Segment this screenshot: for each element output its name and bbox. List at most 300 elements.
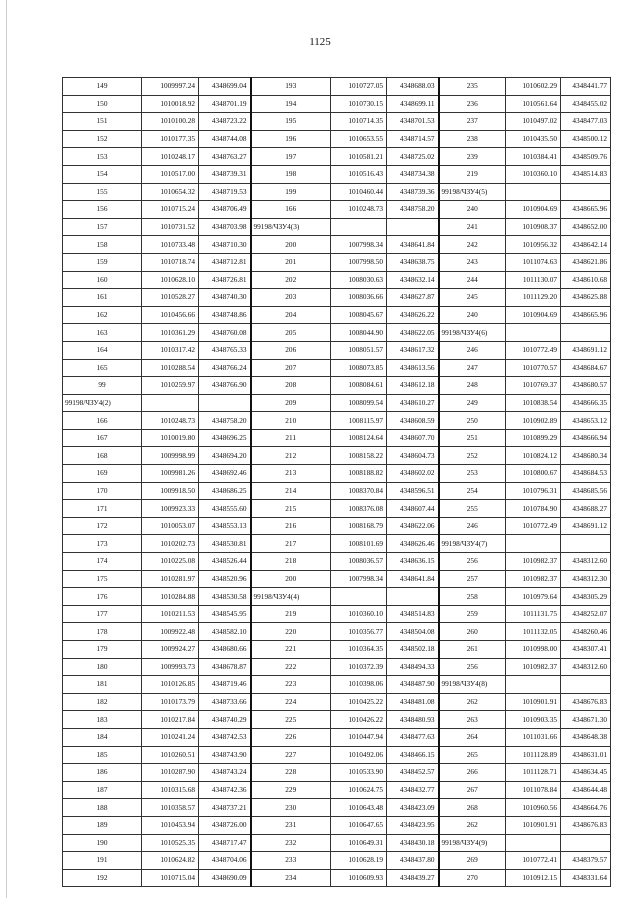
point-number-cell: 169: [63, 465, 142, 483]
point-number-cell: 158: [63, 236, 142, 254]
y-coordinate-cell: 4348622.05: [387, 324, 439, 342]
x-coordinate-cell: [506, 676, 561, 694]
point-number-cell: 159: [63, 253, 142, 271]
x-coordinate-cell: 1010288.54: [142, 359, 199, 377]
point-number-cell: 267: [439, 781, 506, 799]
y-coordinate-cell: 4348706.49: [199, 201, 251, 219]
x-coordinate-cell: 1011128.89: [506, 746, 561, 764]
x-coordinate-cell: 1010315.68: [142, 781, 199, 799]
table-row: [63, 341, 611, 359]
table-row: [63, 781, 611, 799]
point-number-cell: 224: [251, 693, 331, 711]
y-coordinate-cell: 4348743.90: [199, 746, 251, 764]
x-coordinate-cell: 1010358.57: [142, 799, 199, 817]
x-coordinate-cell: 1010715.24: [142, 201, 199, 219]
x-coordinate-cell: 1010733.48: [142, 236, 199, 254]
y-coordinate-cell: 4348691.12: [561, 341, 611, 359]
point-number-cell: 198: [251, 165, 331, 183]
y-coordinate-cell: 4348582.10: [199, 623, 251, 641]
y-coordinate-cell: 4348545.95: [199, 605, 251, 623]
table-row: [63, 218, 611, 236]
y-coordinate-cell: 4348509.76: [561, 148, 611, 166]
y-coordinate-cell: 4348680.34: [561, 447, 611, 465]
y-coordinate-cell: 4348703.98: [199, 218, 251, 236]
x-coordinate-cell: 1008168.79: [331, 517, 387, 535]
y-coordinate-cell: 4348748.86: [199, 306, 251, 324]
y-coordinate-cell: [561, 183, 611, 201]
point-number-cell: 171: [63, 500, 142, 518]
x-coordinate-cell: 1010643.48: [331, 799, 387, 817]
x-coordinate-cell: 1010384.41: [506, 148, 561, 166]
y-coordinate-cell: 4348260.46: [561, 623, 611, 641]
point-number-cell: 270: [439, 869, 506, 887]
y-coordinate-cell: 4348684.67: [561, 359, 611, 377]
y-coordinate-cell: 4348688.27: [561, 500, 611, 518]
y-coordinate-cell: 4348530.58: [199, 588, 251, 606]
x-coordinate-cell: 1010998.00: [506, 641, 561, 659]
point-number-cell: 200: [251, 570, 331, 588]
x-coordinate-cell: 1008115.97: [331, 412, 387, 430]
x-coordinate-cell: 1010173.79: [142, 693, 199, 711]
x-coordinate-cell: 1010497.02: [506, 113, 561, 131]
y-coordinate-cell: 4348766.24: [199, 359, 251, 377]
y-coordinate-cell: 4348607.44: [387, 500, 439, 518]
y-coordinate-cell: 4348726.00: [199, 816, 251, 834]
point-number-cell: 182: [63, 693, 142, 711]
x-coordinate-cell: 1010456.66: [142, 306, 199, 324]
point-number-cell: 225: [251, 711, 331, 729]
table-row: [63, 359, 611, 377]
table-row: [63, 852, 611, 870]
y-coordinate-cell: 4348638.75: [387, 253, 439, 271]
table-row: [63, 869, 611, 887]
x-coordinate-cell: 1008036.57: [331, 553, 387, 571]
point-number-cell: 166: [63, 412, 142, 430]
x-coordinate-cell: 1010528.27: [142, 289, 199, 307]
y-coordinate-cell: 4348742.53: [199, 728, 251, 746]
x-coordinate-cell: 1010460.44: [331, 183, 387, 201]
point-number-cell: 188: [63, 799, 142, 817]
point-number-cell: 240: [439, 201, 506, 219]
x-coordinate-cell: 1010899.29: [506, 429, 561, 447]
point-number-cell: 242: [439, 236, 506, 254]
point-number-cell: 265: [439, 746, 506, 764]
y-coordinate-cell: 4348487.90: [387, 676, 439, 694]
table-row: [63, 746, 611, 764]
table-row: [63, 465, 611, 483]
y-coordinate-cell: 4348626.22: [387, 306, 439, 324]
x-coordinate-cell: 1010904.69: [506, 201, 561, 219]
point-number-cell: 231: [251, 816, 331, 834]
x-coordinate-cell: 1011074.63: [506, 253, 561, 271]
y-coordinate-cell: 4348379.57: [561, 852, 611, 870]
y-coordinate-cell: 4348719.53: [199, 183, 251, 201]
point-number-cell: 226: [251, 728, 331, 746]
point-number-cell: 245: [439, 289, 506, 307]
x-coordinate-cell: 1007998.34: [331, 570, 387, 588]
x-coordinate-cell: 1010259.97: [142, 377, 199, 395]
x-coordinate-cell: 1010731.52: [142, 218, 199, 236]
point-number-cell: 157: [63, 218, 142, 236]
table-row: [63, 500, 611, 518]
x-coordinate-cell: 1010960.56: [506, 799, 561, 817]
x-coordinate-cell: 1010901.91: [506, 816, 561, 834]
x-coordinate-cell: 1010901.91: [506, 693, 561, 711]
y-coordinate-cell: 4348626.46: [387, 535, 439, 553]
point-number-cell: 173: [63, 535, 142, 553]
point-number-cell: 211: [251, 429, 331, 447]
point-number-cell: 240: [439, 306, 506, 324]
point-number-cell: 220: [251, 623, 331, 641]
point-number-cell: 262: [439, 816, 506, 834]
x-coordinate-cell: 1010100.28: [142, 113, 199, 131]
y-coordinate-cell: 4348494.33: [387, 658, 439, 676]
point-number-cell: 172: [63, 517, 142, 535]
y-coordinate-cell: 4348307.41: [561, 641, 611, 659]
point-number-cell: 223: [251, 676, 331, 694]
x-coordinate-cell: 1010727.05: [331, 78, 387, 96]
y-coordinate-cell: 4348641.84: [387, 570, 439, 588]
y-coordinate-cell: 4348758.20: [387, 201, 439, 219]
table-row: [63, 183, 611, 201]
y-coordinate-cell: 4348744.08: [199, 130, 251, 148]
table-row: [63, 148, 611, 166]
y-coordinate-cell: 4348694.20: [199, 447, 251, 465]
x-coordinate-cell: 1008188.82: [331, 465, 387, 483]
table-row: [63, 447, 611, 465]
x-coordinate-cell: 1010628.19: [331, 852, 387, 870]
y-coordinate-cell: 4348733.66: [199, 693, 251, 711]
table-row: [63, 201, 611, 219]
x-coordinate-cell: 1010287.90: [142, 764, 199, 782]
x-coordinate-cell: 1010903.35: [506, 711, 561, 729]
y-coordinate-cell: 4348607.70: [387, 429, 439, 447]
y-coordinate-cell: 4348652.00: [561, 218, 611, 236]
section-label-cell: 99198/ЧЗУ4(5): [439, 183, 506, 201]
point-number-cell: 266: [439, 764, 506, 782]
point-number-cell: 206: [251, 341, 331, 359]
x-coordinate-cell: [142, 394, 199, 412]
x-coordinate-cell: 1010356.77: [331, 623, 387, 641]
x-coordinate-cell: 1010979.64: [506, 588, 561, 606]
y-coordinate-cell: 4348625.88: [561, 289, 611, 307]
y-coordinate-cell: 4348696.25: [199, 429, 251, 447]
x-coordinate-cell: 1009922.48: [142, 623, 199, 641]
point-number-cell: 219: [439, 165, 506, 183]
y-coordinate-cell: 4348701.53: [387, 113, 439, 131]
y-coordinate-cell: 4348641.84: [387, 236, 439, 254]
y-coordinate-cell: 4348739.31: [199, 165, 251, 183]
point-number-cell: 243: [439, 253, 506, 271]
point-number-cell: 214: [251, 482, 331, 500]
x-coordinate-cell: 1009924.27: [142, 641, 199, 659]
point-number-cell: 205: [251, 324, 331, 342]
y-coordinate-cell: 4348602.02: [387, 465, 439, 483]
x-coordinate-cell: [506, 324, 561, 342]
table-row: [63, 236, 611, 254]
y-coordinate-cell: 4348621.86: [561, 253, 611, 271]
x-coordinate-cell: 1008101.69: [331, 535, 387, 553]
point-number-cell: 190: [63, 834, 142, 852]
point-number-cell: 150: [63, 95, 142, 113]
y-coordinate-cell: 4348710.30: [199, 236, 251, 254]
x-coordinate-cell: 1010647.65: [331, 816, 387, 834]
y-coordinate-cell: 4348612.18: [387, 377, 439, 395]
point-number-cell: 168: [63, 447, 142, 465]
y-coordinate-cell: 4348430.18: [387, 834, 439, 852]
x-coordinate-cell: 1010177.35: [142, 130, 199, 148]
point-number-cell: 154: [63, 165, 142, 183]
section-label-cell: 99198/ЧЗУ4(9): [439, 834, 506, 852]
section-label-cell: 99198/ЧЗУ4(3): [251, 218, 331, 236]
y-coordinate-cell: [387, 218, 439, 236]
y-coordinate-cell: 4348530.81: [199, 535, 251, 553]
y-coordinate-cell: 4348423.09: [387, 799, 439, 817]
x-coordinate-cell: 1010225.08: [142, 553, 199, 571]
point-number-cell: 189: [63, 816, 142, 834]
point-number-cell: 222: [251, 658, 331, 676]
point-number-cell: 191: [63, 852, 142, 870]
point-number-cell: 233: [251, 852, 331, 870]
x-coordinate-cell: 1010361.29: [142, 324, 199, 342]
x-coordinate-cell: 1010772.49: [506, 517, 561, 535]
point-number-cell: 178: [63, 623, 142, 641]
point-number-cell: 229: [251, 781, 331, 799]
table-row: [63, 834, 611, 852]
section-label-cell: 99198/ЧЗУ4(6): [439, 324, 506, 342]
x-coordinate-cell: 1010398.06: [331, 676, 387, 694]
x-coordinate-cell: 1010317.42: [142, 341, 199, 359]
point-number-cell: 185: [63, 746, 142, 764]
x-coordinate-cell: 1010824.12: [506, 447, 561, 465]
point-number-cell: 232: [251, 834, 331, 852]
y-coordinate-cell: 4348604.73: [387, 447, 439, 465]
x-coordinate-cell: 1011128.71: [506, 764, 561, 782]
point-number-cell: 248: [439, 377, 506, 395]
y-coordinate-cell: 4348610.27: [387, 394, 439, 412]
x-coordinate-cell: 1010982.37: [506, 570, 561, 588]
point-number-cell: 175: [63, 570, 142, 588]
x-coordinate-cell: 1010435.50: [506, 130, 561, 148]
table-row: [63, 693, 611, 711]
x-coordinate-cell: 1008370.84: [331, 482, 387, 500]
point-number-cell: 262: [439, 693, 506, 711]
table-row: [63, 799, 611, 817]
x-coordinate-cell: 1011031.66: [506, 728, 561, 746]
y-coordinate-cell: 4348312.60: [561, 553, 611, 571]
table-row: [63, 78, 611, 96]
point-number-cell: 155: [63, 183, 142, 201]
x-coordinate-cell: 1008051.57: [331, 341, 387, 359]
y-coordinate-cell: 4348452.57: [387, 764, 439, 782]
y-coordinate-cell: 4348740.30: [199, 289, 251, 307]
point-number-cell: 174: [63, 553, 142, 571]
y-coordinate-cell: 4348699.11: [387, 95, 439, 113]
table-row: [63, 553, 611, 571]
y-coordinate-cell: 4348684.53: [561, 465, 611, 483]
x-coordinate-cell: 1008376.08: [331, 500, 387, 518]
table-row: [63, 711, 611, 729]
table-row: [63, 95, 611, 113]
point-number-cell: 165: [63, 359, 142, 377]
y-coordinate-cell: 4348644.48: [561, 781, 611, 799]
x-coordinate-cell: 1008044.90: [331, 324, 387, 342]
point-number-cell: 258: [439, 588, 506, 606]
point-number-cell: 195: [251, 113, 331, 131]
point-number-cell: 216: [251, 517, 331, 535]
x-coordinate-cell: 1008158.22: [331, 447, 387, 465]
y-coordinate-cell: 4348739.36: [387, 183, 439, 201]
x-coordinate-cell: 1010447.94: [331, 728, 387, 746]
y-coordinate-cell: 4348666.35: [561, 394, 611, 412]
point-number-cell: 254: [439, 482, 506, 500]
x-coordinate-cell: 1008036.66: [331, 289, 387, 307]
x-coordinate-cell: 1008099.54: [331, 394, 387, 412]
point-number-cell: 177: [63, 605, 142, 623]
x-coordinate-cell: 1010217.84: [142, 711, 199, 729]
x-coordinate-cell: 1010581.21: [331, 148, 387, 166]
y-coordinate-cell: 4348305.29: [561, 588, 611, 606]
point-number-cell: 237: [439, 113, 506, 131]
x-coordinate-cell: 1010202.73: [142, 535, 199, 553]
x-coordinate-cell: 1010912.15: [506, 869, 561, 887]
y-coordinate-cell: 4348734.38: [387, 165, 439, 183]
x-coordinate-cell: [506, 535, 561, 553]
x-coordinate-cell: 1009923.33: [142, 500, 199, 518]
point-number-cell: 219: [251, 605, 331, 623]
table-row: [63, 588, 611, 606]
y-coordinate-cell: 4348312.30: [561, 570, 611, 588]
y-coordinate-cell: 4348608.59: [387, 412, 439, 430]
x-coordinate-cell: 1010715.04: [142, 869, 199, 887]
x-coordinate-cell: 1010561.64: [506, 95, 561, 113]
point-number-cell: 263: [439, 711, 506, 729]
y-coordinate-cell: 4348481.08: [387, 693, 439, 711]
y-coordinate-cell: 4348648.38: [561, 728, 611, 746]
y-coordinate-cell: 4348758.20: [199, 412, 251, 430]
y-coordinate-cell: [561, 324, 611, 342]
x-coordinate-cell: 1010982.37: [506, 658, 561, 676]
table-row: [63, 816, 611, 834]
point-number-cell: 192: [63, 869, 142, 887]
point-number-cell: 215: [251, 500, 331, 518]
point-number-cell: 152: [63, 130, 142, 148]
point-number-cell: 238: [439, 130, 506, 148]
x-coordinate-cell: 1010796.31: [506, 482, 561, 500]
x-coordinate-cell: 1010718.74: [142, 253, 199, 271]
y-coordinate-cell: 4348634.45: [561, 764, 611, 782]
point-number-cell: 187: [63, 781, 142, 799]
point-number-cell: 161: [63, 289, 142, 307]
x-coordinate-cell: 1010248.17: [142, 148, 199, 166]
x-coordinate-cell: 1008084.61: [331, 377, 387, 395]
x-coordinate-cell: [506, 183, 561, 201]
y-coordinate-cell: 4348252.07: [561, 605, 611, 623]
point-number-cell: 218: [251, 553, 331, 571]
table-row: [63, 394, 611, 412]
y-coordinate-cell: 4348719.46: [199, 676, 251, 694]
x-coordinate-cell: 1010772.41: [506, 852, 561, 870]
y-coordinate-cell: 4348622.06: [387, 517, 439, 535]
table-row: [63, 764, 611, 782]
y-coordinate-cell: 4348742.36: [199, 781, 251, 799]
point-number-cell: 207: [251, 359, 331, 377]
y-coordinate-cell: [387, 588, 439, 606]
y-coordinate-cell: 4348553.13: [199, 517, 251, 535]
x-coordinate-cell: 1010730.15: [331, 95, 387, 113]
x-coordinate-cell: 1010770.57: [506, 359, 561, 377]
point-number-cell: 196: [251, 130, 331, 148]
table-row: [63, 517, 611, 535]
point-number-cell: 199: [251, 183, 331, 201]
y-coordinate-cell: 4348617.32: [387, 341, 439, 359]
point-number-cell: 212: [251, 447, 331, 465]
point-number-cell: 257: [439, 570, 506, 588]
section-label-cell: 99198/ЧЗУ4(4): [251, 588, 331, 606]
x-coordinate-cell: 1010904.69: [506, 306, 561, 324]
y-coordinate-cell: 4348699.04: [199, 78, 251, 96]
y-coordinate-cell: 4348500.12: [561, 130, 611, 148]
table-row: [63, 535, 611, 553]
x-coordinate-cell: 1008124.64: [331, 429, 387, 447]
point-number-cell: 246: [439, 517, 506, 535]
point-number-cell: 151: [63, 113, 142, 131]
x-coordinate-cell: 1010360.10: [506, 165, 561, 183]
point-number-cell: 167: [63, 429, 142, 447]
y-coordinate-cell: 4348477.63: [387, 728, 439, 746]
point-number-cell: 153: [63, 148, 142, 166]
x-coordinate-cell: 1010126.85: [142, 676, 199, 694]
y-coordinate-cell: 4348514.83: [387, 605, 439, 623]
table-row: [63, 324, 611, 342]
table-row: [63, 728, 611, 746]
x-coordinate-cell: 1008030.63: [331, 271, 387, 289]
point-number-cell: 179: [63, 641, 142, 659]
point-number-cell: 209: [251, 394, 331, 412]
x-coordinate-cell: 1011129.20: [506, 289, 561, 307]
x-coordinate-cell: 1011078.84: [506, 781, 561, 799]
point-number-cell: 246: [439, 341, 506, 359]
point-number-cell: 230: [251, 799, 331, 817]
point-number-cell: 259: [439, 605, 506, 623]
point-number-cell: 181: [63, 676, 142, 694]
y-coordinate-cell: 4348676.83: [561, 693, 611, 711]
point-number-cell: 250: [439, 412, 506, 430]
point-number-cell: 255: [439, 500, 506, 518]
section-label-cell: 99198/ЧЗУ4(7): [439, 535, 506, 553]
y-coordinate-cell: 4348740.29: [199, 711, 251, 729]
point-number-cell: 239: [439, 148, 506, 166]
x-coordinate-cell: 1010982.37: [506, 553, 561, 571]
y-coordinate-cell: 4348664.76: [561, 799, 611, 817]
y-coordinate-cell: 4348763.27: [199, 148, 251, 166]
y-coordinate-cell: [199, 394, 251, 412]
point-number-cell: 208: [251, 377, 331, 395]
y-coordinate-cell: [561, 676, 611, 694]
y-coordinate-cell: 4348726.81: [199, 271, 251, 289]
table-row: [63, 676, 611, 694]
y-coordinate-cell: 4348688.03: [387, 78, 439, 96]
point-number-cell: 227: [251, 746, 331, 764]
point-number-cell: 235: [439, 78, 506, 96]
y-coordinate-cell: 4348690.09: [199, 869, 251, 887]
y-coordinate-cell: 4348723.22: [199, 113, 251, 131]
y-coordinate-cell: 4348312.60: [561, 658, 611, 676]
point-number-cell: 162: [63, 306, 142, 324]
x-coordinate-cell: [506, 834, 561, 852]
point-number-cell: 241: [439, 218, 506, 236]
point-number-cell: 234: [251, 869, 331, 887]
